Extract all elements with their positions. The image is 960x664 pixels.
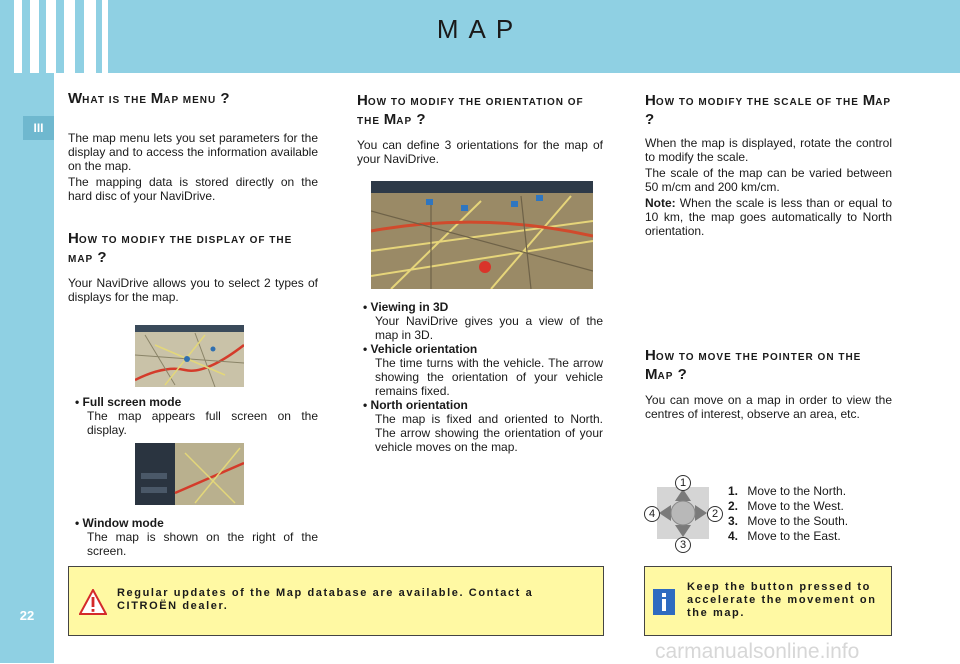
list-item: 3. Move to the South. <box>728 514 849 528</box>
heading-display: HOW TO MODIFY THE DISPLAY OF THE MAP ? <box>68 230 293 266</box>
note-paragraph: Note: When the scale is less than or equal to 10 km, the map goes automatically to North orientation. <box>645 196 892 238</box>
3d-map-image <box>371 181 593 289</box>
column-3 <box>645 92 892 240</box>
warning-icon <box>79 589 107 615</box>
heading-orientation: HOW TO MODIFY THE ORIENTATION OF THE MAP ? <box>357 92 584 128</box>
paragraph: The mapping data is stored directly on the hard disc of your NaviDrive. <box>68 175 318 203</box>
warning-box <box>68 566 604 636</box>
list-item: 2. Move to the West. <box>728 499 844 513</box>
dial-label-west: 2 <box>707 506 723 522</box>
move-list <box>728 484 848 544</box>
info-icon <box>653 589 675 615</box>
page-number: 22 <box>19 608 35 623</box>
chapter-tab: III <box>23 116 54 140</box>
dial-label-east: 4 <box>644 506 660 522</box>
paragraph: The map menu lets you set parameters for the display and to access the information available on the map. <box>68 131 318 173</box>
paragraph: Your NaviDrive allows you to select 2 types of displays for the map. <box>68 276 318 304</box>
page-title: MAP <box>436 14 524 44</box>
paragraph: The scale of the map can be varied between 50 m/cm and 200 km/cm. <box>645 166 892 194</box>
paragraph: You can define 3 orientations for the map of your NaviDrive. <box>357 138 603 166</box>
watermark: carmanualsonline.info <box>655 640 860 663</box>
window-mode-map-image <box>135 443 244 505</box>
paragraph: You can move on a map in order to view the centres of interest, observe an area, etc. <box>645 393 892 421</box>
dial-label-north: 1 <box>675 475 691 491</box>
navigation-dial-image <box>657 487 709 539</box>
heading-scale: HOW TO MODIFY THE SCALE OF THE MAP ? <box>645 92 892 128</box>
left-sidebar <box>0 73 54 663</box>
paragraph: When the map is displayed, rotate the control to modify the scale. <box>645 136 892 164</box>
info-text: Keep the button pressed to accelerate the movement on the map. <box>687 581 877 619</box>
page-header <box>0 0 960 73</box>
bullet-list-orientation: • Viewing in 3D Your NaviDrive gives you a view of the map in 3D. • Vehicle orientation The time turns with the vehicle. The arrow showing the orientation of your vehicle remains fixed. • North orientation The map is fixed and oriented to North. The arrow showing the orientation of your vehicle moves on the map. <box>363 300 603 454</box>
full-screen-map-image <box>135 325 244 387</box>
column-2 <box>357 92 603 168</box>
column-1 <box>68 90 318 205</box>
heading-map-menu: WHAT IS THE MAP MENU ? <box>68 90 230 107</box>
warning-text: Regular updates of the Map database are available. Contact a CITROËN dealer. <box>117 587 534 612</box>
column-1-display <box>68 230 318 306</box>
bullet-window: • Window mode The map is shown on the right of the screen. <box>75 516 318 558</box>
bullet-full-screen: • Full screen mode The map appears full screen on the display. <box>75 395 318 437</box>
column-3-pointer <box>645 347 892 423</box>
list-item: 1. Move to the North. <box>728 484 847 498</box>
list-item: 4. Move to the East. <box>728 529 841 543</box>
info-box <box>644 566 892 636</box>
heading-pointer: HOW TO MOVE THE POINTER ON THE MAP ? <box>645 347 862 383</box>
dial-label-south: 3 <box>675 537 691 553</box>
